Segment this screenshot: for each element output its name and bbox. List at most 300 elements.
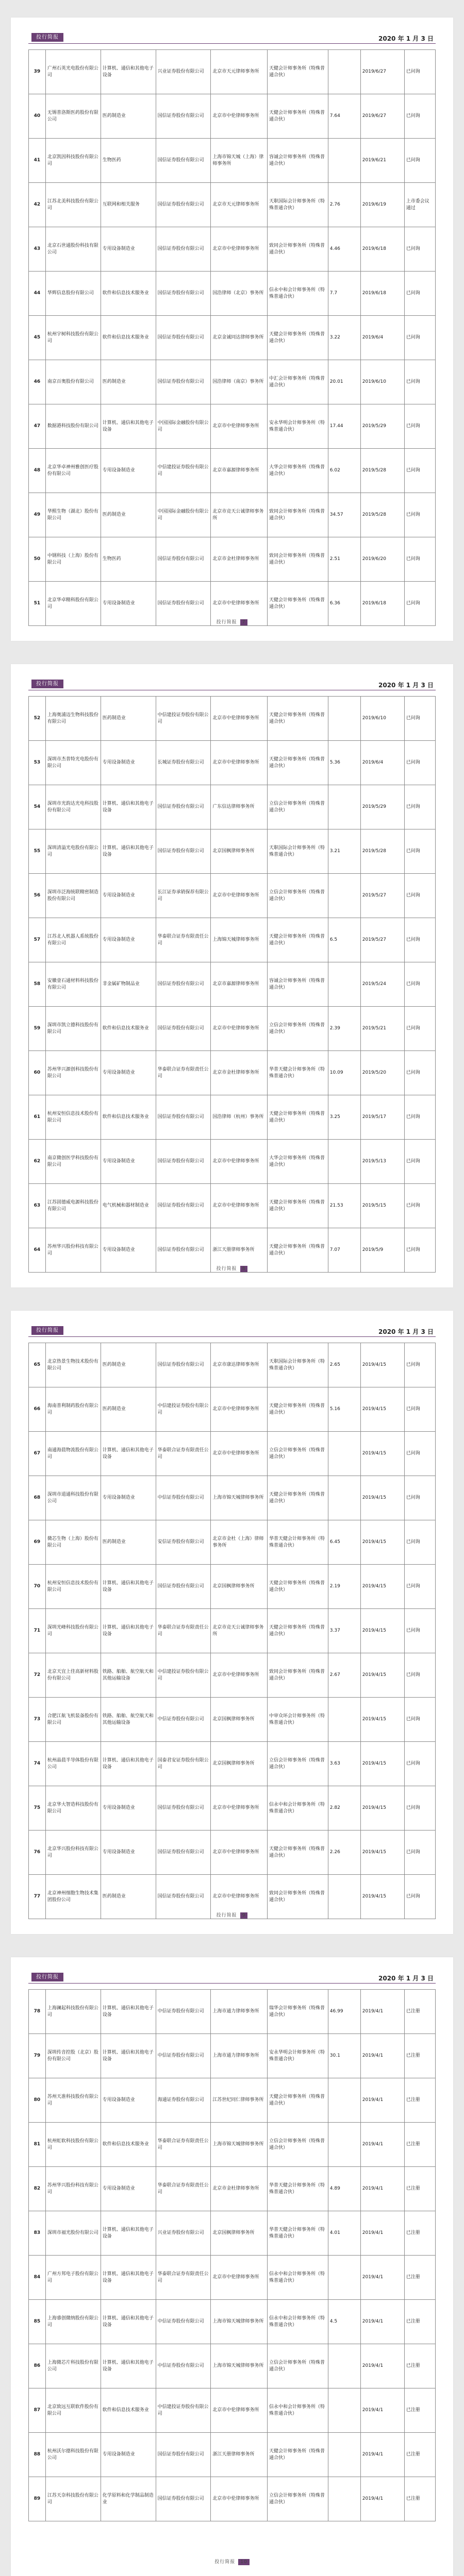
table-cell: 北京神州细胞生物技术集团股份公司 [45, 1875, 101, 1919]
table-cell: 计算机、通信和其他电子设备 [101, 2256, 156, 2300]
table-cell: 已注册 [404, 2256, 435, 2300]
table-row [29, 874, 436, 918]
table-cell: 2019/4/1 [360, 2433, 404, 2477]
table-cell: 已问询 [404, 1742, 435, 1786]
table-cell: 中信建投证券股份有限公司 [156, 2388, 211, 2433]
table-cell: 计算机、通信和其他电子设备 [101, 2344, 156, 2388]
table-cell: 北京市中伦律师事务所 [211, 1387, 268, 1432]
table-cell: 北京市中伦律师事务所 [211, 1875, 268, 1919]
table-cell: 天职国际会计师事务所（特殊普通合伙） [267, 829, 328, 874]
table-cell: 安徽壹石通材料科技股份有限公司 [45, 962, 101, 1007]
table-cell: 医药制造业 [101, 1520, 156, 1565]
table-cell: 50 [29, 537, 46, 582]
table-cell [328, 2123, 360, 2167]
table-cell: 2019/4/15 [360, 1609, 404, 1653]
table-cell: 34.57 [328, 493, 360, 537]
table-cell: 容诚会计师事务所（特殊普通合伙） [267, 962, 328, 1007]
table-cell: 上海微芯片科技股份有限公司 [45, 2344, 101, 2388]
table-cell: 65 [29, 1343, 46, 1387]
table-cell: 专用设备制造业 [101, 582, 156, 626]
table-cell: 已问询 [404, 1432, 435, 1476]
table-cell: 深圳传音控股（北京）股份有限公司 [45, 2034, 101, 2078]
table-cell: 华泰联合证券有限责任公司 [156, 2123, 211, 2167]
table-row [29, 2256, 436, 2300]
table-cell: 北京市中伦律师事务所 [211, 1653, 268, 1698]
table-cell: 49 [29, 493, 46, 537]
table-cell: 北京国枫律师事务所 [211, 1698, 268, 1742]
table-row [29, 1698, 436, 1742]
table-cell: 上海市锦天城律师事务所 [211, 2123, 268, 2167]
table-cell: 47 [29, 404, 46, 449]
table-cell: 2019/6/10 [360, 360, 404, 404]
table-cell: 南通海晨物流股份有限公司 [45, 1432, 101, 1476]
table-row [29, 272, 436, 316]
table-cell: 已问询 [404, 1387, 435, 1432]
table-cell: 国信证券股份有限公司 [156, 1875, 211, 1919]
table-cell: 国信证券股份有限公司 [156, 2477, 211, 2521]
table-row [29, 2034, 436, 2078]
table-cell: 国信证券股份有限公司 [156, 94, 211, 139]
table-cell: 已问询 [404, 1831, 435, 1875]
table-cell: 杭州安恒信息技术股份有限公司 [45, 1565, 101, 1609]
table-cell: 南京百奥股份有限公司 [45, 360, 101, 404]
table-cell: 已问询 [404, 1653, 435, 1698]
page-number: 10 [238, 2559, 249, 2565]
table-cell: 华熙生物（湖北）股份有限公司 [45, 493, 101, 537]
table-cell: 中信建投证券股份有限公司 [156, 1653, 211, 1698]
table-cell: 2019/5/17 [360, 1095, 404, 1140]
table-cell [328, 2477, 360, 2521]
table-cell: 专用设备制造业 [101, 918, 156, 962]
table-cell: 4.5 [328, 2300, 360, 2344]
table-row [29, 94, 436, 139]
ipo-queue-table [28, 49, 436, 626]
table-cell: 中汇会计师事务所（特殊普通合伙） [267, 360, 328, 404]
table-cell: 江苏北人机器人系统股份有限公司 [45, 918, 101, 962]
table-cell: 天健会计师事务所（特殊普通合伙） [267, 697, 328, 741]
table-cell: 江苏世纪同仁律师事务所 [211, 2078, 268, 2123]
table-cell: 2.67 [328, 1653, 360, 1698]
table-cell: 北京市中伦律师事务所 [211, 1007, 268, 1051]
table-cell: 北京市中伦律师事务所 [211, 1140, 268, 1184]
table-cell: 2019/5/20 [360, 1051, 404, 1095]
table-row [29, 741, 436, 785]
table-cell: 已问询 [404, 272, 435, 316]
table-cell: 10.09 [328, 1051, 360, 1095]
table-cell: 天职国际会计师事务所（特殊普通合伙） [267, 183, 328, 227]
table-row [29, 829, 436, 874]
table-cell: 浙江天册律师事务所 [211, 1228, 268, 1273]
header-date: 2020 年 1 月 3 日 [378, 682, 434, 689]
table-cell: 北京市天元律师事务所 [211, 50, 268, 94]
table-cell: 7.07 [328, 1228, 360, 1273]
table-cell: 华泰联合证券有限责任公司 [156, 1609, 211, 1653]
table-cell: 天健会计师事务所（特殊普通合伙） [267, 2078, 328, 2123]
table-cell: 天健会计师事务所（特殊普通合伙） [267, 1387, 328, 1432]
table-cell: 2019/5/27 [360, 918, 404, 962]
table-cell: 天健会计师事务所（特殊普通合伙） [267, 316, 328, 360]
table-cell: 2019/5/21 [360, 1007, 404, 1051]
table-cell: 2019/4/1 [360, 2256, 404, 2300]
table-cell: 已问询 [404, 50, 435, 94]
table-cell: 天健会计师事务所（特殊普通合伙） [267, 1476, 328, 1520]
table-cell: 7.64 [328, 94, 360, 139]
table-cell: 安信证券股份有限公司 [156, 1520, 211, 1565]
table-cell: 深圳市光韵达光电科技股份有限公司 [45, 785, 101, 829]
table-cell: 华泰联合证券有限责任公司 [156, 2256, 211, 2300]
table-row [29, 1387, 436, 1432]
table-cell: 48 [29, 449, 46, 493]
table-row [29, 2078, 436, 2123]
table-cell: 2.65 [328, 1343, 360, 1387]
table-cell: 北京国枫律师事务所 [211, 2211, 268, 2256]
table-cell: 国信证券股份有限公司 [156, 1095, 211, 1140]
table-cell: 2019/4/1 [360, 2211, 404, 2256]
table-cell: 3.37 [328, 1609, 360, 1653]
table-cell: 北京市金杜律师事务所 [211, 2167, 268, 2211]
table-cell: 2019/5/29 [360, 785, 404, 829]
table-cell: 已问询 [404, 1609, 435, 1653]
table-cell: 北京市中伦律师事务所 [211, 741, 268, 785]
table-cell: 2019/4/1 [360, 2123, 404, 2167]
table-cell: 专用设备制造业 [101, 1140, 156, 1184]
table-cell: 合肥江航飞机装备股份有限公司 [45, 1698, 101, 1742]
table-cell: 天健会计师事务所（特殊普通合伙） [267, 1095, 328, 1140]
table-cell: 2.76 [328, 183, 360, 227]
table-cell: 已注册 [404, 2034, 435, 2078]
table-cell: 已问询 [404, 316, 435, 360]
table-cell: 北京天宜上佳高新材料股份有限公司 [45, 1653, 101, 1698]
table-cell: 已问询 [404, 697, 435, 741]
table-cell: 已问询 [404, 537, 435, 582]
table-cell: 国信证券股份有限公司 [156, 1786, 211, 1831]
table-cell: 北京致远互联软件股份有限公司 [45, 2388, 101, 2433]
table-cell: 已问询 [404, 1476, 435, 1520]
table-cell: 立信会计师事务所（特殊普通合伙） [267, 785, 328, 829]
table-cell [328, 2388, 360, 2433]
table-cell: 北京市中伦律师事务所 [211, 2388, 268, 2433]
table-cell: 计算机、通信和其他电子设备 [101, 2034, 156, 2078]
table-cell: 2019/5/15 [360, 1184, 404, 1228]
table-cell: 2019/4/15 [360, 1476, 404, 1520]
table-cell: 天健会计师事务所（特殊普通合伙） [267, 918, 328, 962]
table-cell: 69 [29, 1520, 46, 1565]
table-cell: 国信证券股份有限公司 [156, 1007, 211, 1051]
table-cell: 75 [29, 1786, 46, 1831]
table-cell: 已问询 [404, 874, 435, 918]
table-cell: 上海市锦天城律师事务所 [211, 2344, 268, 2388]
table-cell: 已注册 [404, 2433, 435, 2477]
table-cell: 已问询 [404, 449, 435, 493]
table-row [29, 1095, 436, 1140]
table-cell: 专用设备制造业 [101, 2078, 156, 2123]
table-cell: 2019/4/15 [360, 1432, 404, 1476]
table-cell: 天健会计师事务所（特殊普通合伙） [267, 2433, 328, 2477]
table-cell: 北京市竞天公诚律师事务所 [211, 493, 268, 537]
table-cell: 79 [29, 2034, 46, 2078]
table-cell: 54 [29, 785, 46, 829]
table-cell: 北京市中伦律师事务所 [211, 582, 268, 626]
table-cell: 已问询 [404, 785, 435, 829]
table-cell: 苏州华兴股份科技有限公司 [45, 1228, 101, 1273]
header-date: 2020 年 1 月 3 日 [378, 35, 434, 42]
table-cell: 北京华卓精科股份有限公司 [45, 582, 101, 626]
table-cell: 4.01 [328, 2211, 360, 2256]
table-cell: 国信证券股份有限公司 [156, 1184, 211, 1228]
table-cell: 专用设备制造业 [101, 741, 156, 785]
table-cell: 国信证券股份有限公司 [156, 1565, 211, 1609]
page [11, 1957, 453, 2576]
table-cell: 江苏北美科技股份有限公司 [45, 183, 101, 227]
table-row [29, 1184, 436, 1228]
table-cell: 已问询 [404, 1520, 435, 1565]
table-cell: 2.19 [328, 1565, 360, 1609]
table-cell: 计算机、通信和其他电子设备 [101, 2300, 156, 2344]
table-cell: 致同会计师事务所（特殊普通合伙） [267, 227, 328, 272]
table-cell: 已问询 [404, 360, 435, 404]
table-cell: 2019/4/1 [360, 2167, 404, 2211]
table-cell: 4.46 [328, 227, 360, 272]
table-cell: 5.16 [328, 1387, 360, 1432]
table-cell [328, 139, 360, 183]
table-cell: 北京市中伦律师事务所 [211, 2256, 268, 2300]
table-cell: 国信证券股份有限公司 [156, 1831, 211, 1875]
table-cell: 深圳清溢光电股份有限公司 [45, 829, 101, 874]
table-cell: 北京市中伦律师事务所 [211, 1184, 268, 1228]
table-cell: 北京市中伦律师事务所 [211, 874, 268, 918]
table-cell: 微芯生物（上海）股份有限公司 [45, 1520, 101, 1565]
table-cell: 北京华兴股份科技有限公司 [45, 1831, 101, 1875]
table-cell: 86 [29, 2344, 46, 2388]
table-cell: 81 [29, 2123, 46, 2167]
table-cell: 85 [29, 2300, 46, 2344]
table-row [29, 1609, 436, 1653]
table-row [29, 1520, 436, 1565]
table-cell: 北京热景生物技术股份有限公司 [45, 1343, 101, 1387]
table-row [29, 50, 436, 94]
table-cell: 已问询 [404, 94, 435, 139]
table-cell: 上海市通力律师事务所 [211, 1990, 268, 2034]
table-cell: 46.99 [328, 1990, 360, 2034]
table-cell: 国信证券股份有限公司 [156, 1140, 211, 1184]
table-cell: 深圳光峰科技股份有限公司 [45, 1609, 101, 1653]
table-cell: 71 [29, 1609, 46, 1653]
table-cell: 北京华卓神州雅创医疗股份有限公司 [45, 449, 101, 493]
table-cell: 中信证券股份有限公司 [156, 1698, 211, 1742]
table-cell: 已问询 [404, 1140, 435, 1184]
table-cell: 83 [29, 2211, 46, 2256]
page-footer [11, 1909, 453, 1919]
table-cell: 大华会计师事务所（特殊普通合伙） [267, 449, 328, 493]
table-row [29, 2344, 436, 2388]
table-cell: 北京市金杜律师事务所 [211, 1051, 268, 1095]
table-cell: 88 [29, 2433, 46, 2477]
table-cell: 无锡普洛斯医药股份有限公司 [45, 94, 101, 139]
header-badge: 投行简报 [31, 1973, 63, 1981]
table-row [29, 697, 436, 741]
table-cell: 72 [29, 1653, 46, 1698]
table-cell: 2.51 [328, 537, 360, 582]
table-cell: 深圳市道通科技股份有限公司 [45, 1476, 101, 1520]
table-cell: 已问询 [404, 829, 435, 874]
table-cell: 已问询 [404, 918, 435, 962]
page-header [28, 33, 436, 44]
table-cell: 2019/4/15 [360, 1653, 404, 1698]
table-cell: 国信证券股份有限公司 [156, 2433, 211, 2477]
table-row [29, 227, 436, 272]
table-cell: 计算机、通信和其他电子设备 [101, 1565, 156, 1609]
table-cell: 苏州天准科技股份有限公司 [45, 2078, 101, 2123]
table-cell: 深圳市泛海统联精密制造股份有限公司 [45, 874, 101, 918]
table-cell: 上海市锦天城（上海）律师事务所 [211, 139, 268, 183]
table-cell: 北京华大智造科技股份有限公司 [45, 1786, 101, 1831]
table-cell: 84 [29, 2256, 46, 2300]
table-cell: 立信会计师事务所（特殊普通合伙） [267, 1742, 328, 1786]
table-cell: 立信会计师事务所（特殊普通合伙） [267, 2344, 328, 2388]
table-cell: 2.39 [328, 1007, 360, 1051]
table-cell: 已注册 [404, 2300, 435, 2344]
page-footer [11, 2555, 453, 2565]
table-cell: 中信建投证券股份有限公司 [156, 449, 211, 493]
table-cell: 已注册 [404, 2078, 435, 2123]
table-cell: 44 [29, 272, 46, 316]
table-cell: 兴业证券股份有限公司 [156, 2211, 211, 2256]
page-number: 7 [240, 619, 248, 625]
table-row [29, 404, 436, 449]
table-cell: 2019/4/15 [360, 1343, 404, 1387]
page-header [28, 1973, 436, 1984]
table-cell: 信永中和会计师事务所（特殊普通合伙） [267, 2256, 328, 2300]
page-header [28, 1326, 436, 1337]
table-cell: 计算机、通信和其他电子设备 [101, 2211, 156, 2256]
table-cell: 3.22 [328, 316, 360, 360]
table-row [29, 1476, 436, 1520]
table-cell: 2019/5/13 [360, 1140, 404, 1184]
table-cell: 87 [29, 2388, 46, 2433]
table-cell: 海南普利制药股份有限公司 [45, 1387, 101, 1432]
table-cell: 计算机、通信和其他电子设备 [101, 1742, 156, 1786]
table-row [29, 1007, 436, 1051]
table-cell: 北京国枫律师事务所 [211, 829, 268, 874]
table-cell: 6.45 [328, 1520, 360, 1565]
table-cell: 天健会计师事务所（特殊普通合伙） [267, 1184, 328, 1228]
table-cell: 专用设备制造业 [101, 227, 156, 272]
table-cell: 长江证券承销保荐有限公司 [156, 874, 211, 918]
table-cell: 生物医药 [101, 139, 156, 183]
table-cell: 北京市嘉源律师事务所 [211, 449, 268, 493]
table-cell: 已注册 [404, 2167, 435, 2211]
header-date: 2020 年 1 月 3 日 [378, 1328, 434, 1335]
table-cell: 专用设备制造业 [101, 874, 156, 918]
table-cell: 60 [29, 1051, 46, 1095]
table-cell: 2019/6/19 [360, 183, 404, 227]
table-cell: 北京市金杜（上海）律师事务所 [211, 1520, 268, 1565]
table-cell: 软件和信息技术服务业 [101, 2388, 156, 2433]
table-cell: 上海市锦天城律师事务所 [211, 1476, 268, 1520]
table-cell: 北京国枫律师事务所 [211, 1742, 268, 1786]
table-cell: 华普天健会计师事务所（特殊普通合伙） [267, 2211, 328, 2256]
table-cell: 天健会计师事务所（特殊普通合伙） [267, 1609, 328, 1653]
table-cell: 计算机、通信和其他电子设备 [101, 785, 156, 829]
table-cell: 铁路、船舶、航空航天和其他运输设备 [101, 1698, 156, 1742]
table-cell: 计算机、通信和其他电子设备 [101, 1432, 156, 1476]
table-cell: 2019/4/1 [360, 2388, 404, 2433]
table-cell: 2019/4/15 [360, 1875, 404, 1919]
table-cell: 2019/4/1 [360, 2034, 404, 2078]
table-row [29, 785, 436, 829]
table-cell: 国信证券股份有限公司 [156, 272, 211, 316]
ipo-queue-table [28, 1989, 436, 2521]
table-cell: 2019/6/27 [360, 50, 404, 94]
table-cell: 2019/6/18 [360, 227, 404, 272]
footer-label: 投行简报 [216, 1913, 237, 1918]
table-cell: 已问询 [404, 1786, 435, 1831]
table-cell: 64 [29, 1228, 46, 1273]
table-cell: 76 [29, 1831, 46, 1875]
table-cell [328, 874, 360, 918]
table-cell: 73 [29, 1698, 46, 1742]
table-cell: 2019/6/21 [360, 139, 404, 183]
table-cell: 立信会计师事务所（特殊普通合伙） [267, 874, 328, 918]
footer-label: 投行简报 [216, 1266, 237, 1272]
table-row [29, 183, 436, 227]
table-cell: 46 [29, 360, 46, 404]
table-row [29, 537, 436, 582]
table-cell: 软件和信息技术服务业 [101, 316, 156, 360]
table-cell [328, 1698, 360, 1742]
table-cell: 苏州华兴源创科技股份有限公司 [45, 1051, 101, 1095]
table-cell: 专用设备制造业 [101, 1786, 156, 1831]
table-cell: 杭州安恒信息技术股份有限公司 [45, 1095, 101, 1140]
table-cell: 已注册 [404, 2388, 435, 2433]
table-cell: 58 [29, 962, 46, 1007]
page-footer [11, 616, 453, 625]
table-cell: 80 [29, 2078, 46, 2123]
table-cell: 北京市中伦律师事务所 [211, 1786, 268, 1831]
table-cell: 5.36 [328, 741, 360, 785]
table-cell: 国信证券股份有限公司 [156, 829, 211, 874]
table-cell: 3.25 [328, 1095, 360, 1140]
header-date: 2020 年 1 月 3 日 [378, 1975, 434, 1982]
table-cell: 数据港科技股份有限公司 [45, 404, 101, 449]
table-cell: 软件和信息技术服务业 [101, 272, 156, 316]
table-cell: 专用设备制造业 [101, 1831, 156, 1875]
table-cell: 55 [29, 829, 46, 874]
table-cell: 2019/6/4 [360, 741, 404, 785]
table-cell: 6.36 [328, 582, 360, 626]
table-cell: 56 [29, 874, 46, 918]
table-cell: 已问询 [404, 1875, 435, 1919]
table-cell: 17.44 [328, 404, 360, 449]
table-cell: 中信证券股份有限公司 [156, 2034, 211, 2078]
table-cell [328, 2344, 360, 2388]
table-cell: 苏州华兴股份科技有限公司 [45, 2167, 101, 2211]
table-cell: 82 [29, 2167, 46, 2211]
table-cell: 63 [29, 1184, 46, 1228]
table-cell: 2019/6/18 [360, 582, 404, 626]
table-cell: 2019/6/10 [360, 697, 404, 741]
table-cell: 2019/4/15 [360, 1742, 404, 1786]
table-cell: 已注册 [404, 2211, 435, 2256]
table-cell [328, 50, 360, 94]
table-cell: 2019/4/1 [360, 1990, 404, 2034]
ipo-queue-table [28, 696, 436, 1273]
page [11, 664, 453, 1287]
table-cell: 2019/4/15 [360, 1831, 404, 1875]
table-cell: 上海澜起科技股份有限公司 [45, 1990, 101, 2034]
table-cell: 6.5 [328, 918, 360, 962]
table-cell [328, 2078, 360, 2123]
